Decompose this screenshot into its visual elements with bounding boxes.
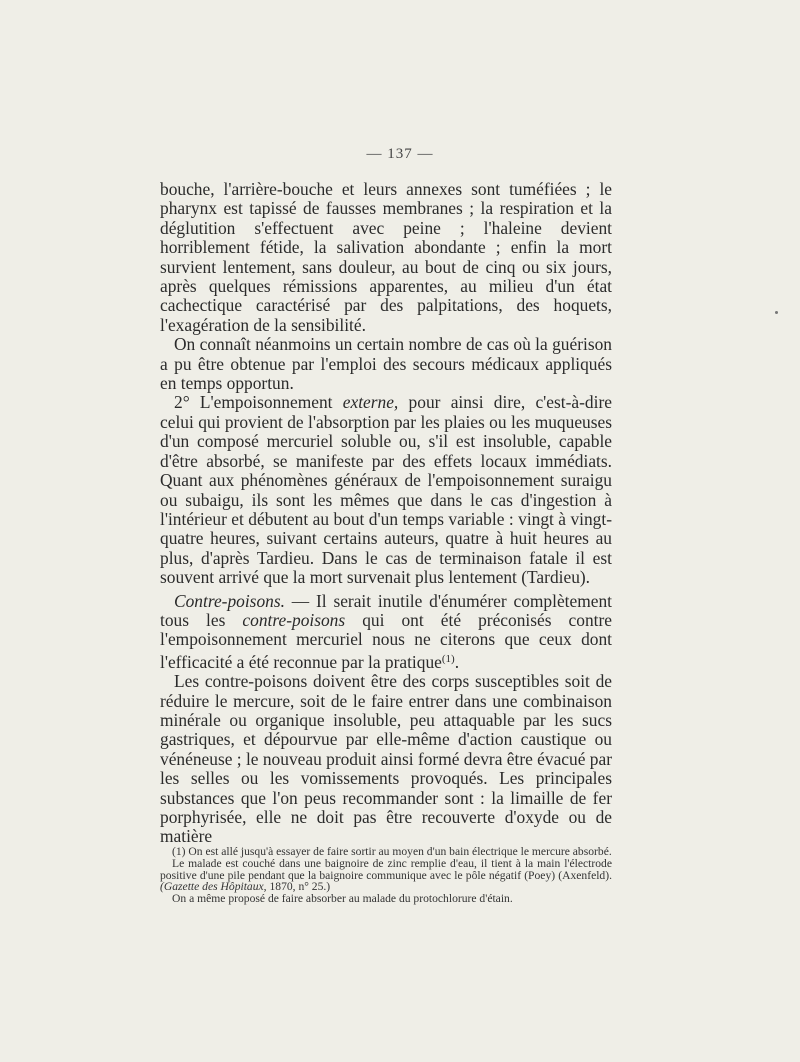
italic-term-contre-poisons: contre-poisons (242, 609, 346, 630)
paragraph-continuation: bouche, l'arrière-bouche et leurs annexes sont tuméfiées ; le pharynx est tapissé de fausses membranes ; la respiration et la déglutition s'effectuent avec peine ; l'haleine devient horriblement fétide, la salivation abondante ; enfin la mort survient lentement, sans douleur, au bout de cinq ou six jours, après quelques rémissions apparentes, au milieu d'un état cachectique caractérisé par des palpitations, des hoquets, l'exagération de la sensibilité. (160, 179, 612, 335)
paragraph-end: . (454, 651, 460, 672)
paper-speck (775, 311, 778, 314)
footnote-citation: (Gazette des Hôpitaux, (160, 880, 267, 894)
footnote-citation-details: 1870, n° 25.) (269, 880, 331, 894)
paragraph-antidotes (160, 592, 612, 673)
footnote-2 (160, 858, 612, 893)
paragraph-text: — Il serait inutile d'énumérer complètement tous les (160, 590, 612, 630)
paragraph-external-poisoning (160, 393, 612, 587)
page-number: — 137 — (366, 146, 434, 162)
paragraph-antidote-substances: Les contre-poisons doivent être des corps susceptibles soit de réduire le mercure, soit de le faire entrer dans une combinaison minérale ou organique insoluble, peu attaquable par les sucs gastriques, et dépourvue par elle-même d'action caustique ou vénéneuse ; le nouveau produit ainsi formé devra être évacué par les selles ou les vomissements provoqués. Les principales substances que l'on peus recommander sont : la limaille de fer porphyrisée, elle ne doit pas être recouverte d'oxyde ou de matière (160, 671, 612, 847)
paragraph-recovery: On connaît néanmoins un certain nombre de cas où la guérison a pu être obtenue par l'emploi des secours médicaux appliqués en temps opportun. (160, 334, 612, 394)
body-text (160, 180, 612, 847)
paragraph-text: qui ont été préconisés contre l'empoisonnement mercuriel nous ne citerons que ceux dont l'efficacité a été reconnue par la pratique (160, 609, 612, 672)
footnote-text: Le malade est couché dans une baignoire de zinc remplie d'eau, il tient à la main l'électrode positive d'une pile pendant que la baignoire communique avec le pôle négatif (Poey) (Axenfeld). (160, 856, 612, 882)
italic-term-externe: externe, (342, 392, 399, 413)
footnotes (160, 846, 612, 905)
paragraph-text: pour ainsi dire, c'est-à-dire celui qui provient de l'absorption par les plaies ou les muqueuses d'un composé mercuriel soluble ou, s'il est insoluble, capable d'être absorbé, se manifeste par des effets locaux immédiats. Quant aux phénomènes généraux de l'empoisonnement suraigu ou subaigu, ils sont les mêmes que dans le cas d'ingestion à l'intérieur et débutent au bout d'un temps variable : vingt à vingt-quatre heures, suivant certains auteurs, quatre à huit heures au plus, d'après Tardieu. Dans le cas de terminaison fatale il est souvent arrivé que la mort survenait plus lentement (Tardieu). (160, 392, 612, 588)
footnote-reference: (1) (441, 652, 455, 665)
section-heading-contre-poisons: Contre-poisons. (174, 590, 285, 611)
footnote-1: (1) On est allé jusqu'à essayer de faire sortir au moyen d'un bain électrique le mercure absorbé. (172, 845, 612, 858)
section-number-label: 2° L'empoisonnement (174, 392, 333, 413)
footnote-3: On a même proposé de faire absorber au malade du protochlorure d'étain. (172, 892, 513, 906)
